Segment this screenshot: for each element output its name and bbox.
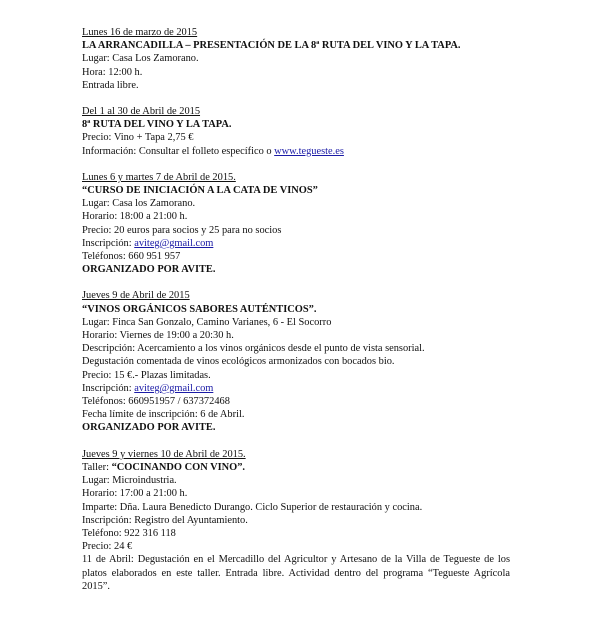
event-detail: Descripción: Acercamiento a los vinos orgánicos desde el punto de vista sensorial. [82,343,425,355]
event-title-line [82,461,510,474]
event-date: Del 1 al 30 de Abril de 2015 [82,106,201,118]
event-info-line [82,145,510,158]
event-title: 8ª RUTA DEL VINO Y LA TAPA. [82,119,232,131]
event-detail: Inscripción: Registro del Ayuntamiento. [82,514,248,526]
event-detail: Precio: 20 euros para socios y 25 para no socios [82,224,282,236]
event-detail: Lugar: Casa Los Zamorano. [82,53,199,65]
taller-label: Taller: [82,461,112,473]
event-detail: Fecha límite de inscripción: 6 de Abril. [82,409,245,421]
tegueste-website-link[interactable]: www.tegueste.es [274,145,344,157]
event-detail: Teléfonos: 660951957 / 637372468 [82,396,230,408]
event-organizer: ORGANIZADO POR AVITE. [82,422,216,434]
email-link[interactable]: aviteg@gmail.com [134,382,214,394]
event-date: Lunes 16 de marzo de 2015 [82,27,198,38]
event-inscription-line [82,237,510,250]
email-link[interactable]: aviteg@gmail.com [134,237,214,249]
event-date: Lunes 6 y martes 7 de Abril de 2015. [82,171,236,183]
event-title: LA ARRANCADILLA – PRESENTACIÓN DE LA 8ª RUTA DEL VINO Y LA TAPA. [82,40,461,52]
event-title: “COCINANDO CON VINO”. [111,461,246,473]
event-detail: Horario: Viernes de 19:00 a 20:30 h. [82,330,234,342]
event-detail: Imparte: Dña. Laura Benedicto Durango. Ciclo Superior de restauración y cocina. [82,501,423,513]
event-organizer: ORGANIZADO POR AVITE. [82,264,216,276]
event-ruta-vino [82,105,510,158]
event-curso-cata [82,171,510,277]
event-detail: Precio: 15 €.- Plazas limitadas. [82,369,211,381]
event-title: “CURSO DE INICIACIÓN A LA CATA DE VINOS” [82,185,318,197]
event-date: Jueves 9 y viernes 10 de Abril de 2015. [82,448,246,460]
event-detail: Entrada libre. [82,79,139,91]
event-title: “VINOS ORGÁNICOS SABORES AUTÉNTICOS”. [82,303,317,315]
event-detail: Teléfonos: 660 951 957 [82,251,181,263]
event-detail: Lugar: Casa los Zamorano. [82,198,196,210]
event-detail: Horario: 18:00 a 21:00 h. [82,211,188,223]
event-detail: Hora: 12:00 h. [82,66,143,78]
event-cocinando-vino [82,448,510,593]
event-inscription-line [82,382,510,395]
event-detail: Horario: 17:00 a 21:00 h. [82,488,188,500]
inscription-label: Inscripción: [82,382,135,394]
document-page [82,26,510,606]
inscription-label: Inscripción: [82,237,135,249]
event-detail: Degustación comentada de vinos ecológicos armonizados con bocados bio. [82,356,395,368]
event-detail: Precio: 24 € [82,541,133,553]
event-detail: Lugar: Finca San Gonzalo, Camino Varianes, 6 - El Socorro [82,316,332,328]
event-detail: Lugar: Microindustria. [82,475,177,487]
event-detail: Teléfono: 922 316 118 [82,527,176,539]
info-label: Información: Consultar el folleto específico o [82,145,275,157]
event-vinos-organicos [82,289,510,434]
event-date: Jueves 9 de Abril de 2015 [82,290,190,302]
event-arrancadilla [82,26,510,92]
event-paragraph: 11 de Abril: Degustación en el Mercadillo del Agricultor y Artesano de la Villa de Tegueste de los platos elaborados en este taller. Entrada libre. Actividad dentro del programa “Tegueste Agrícola 2015”. [82,554,510,592]
event-detail: Precio: Vino + Tapa 2,75 € [82,132,194,144]
